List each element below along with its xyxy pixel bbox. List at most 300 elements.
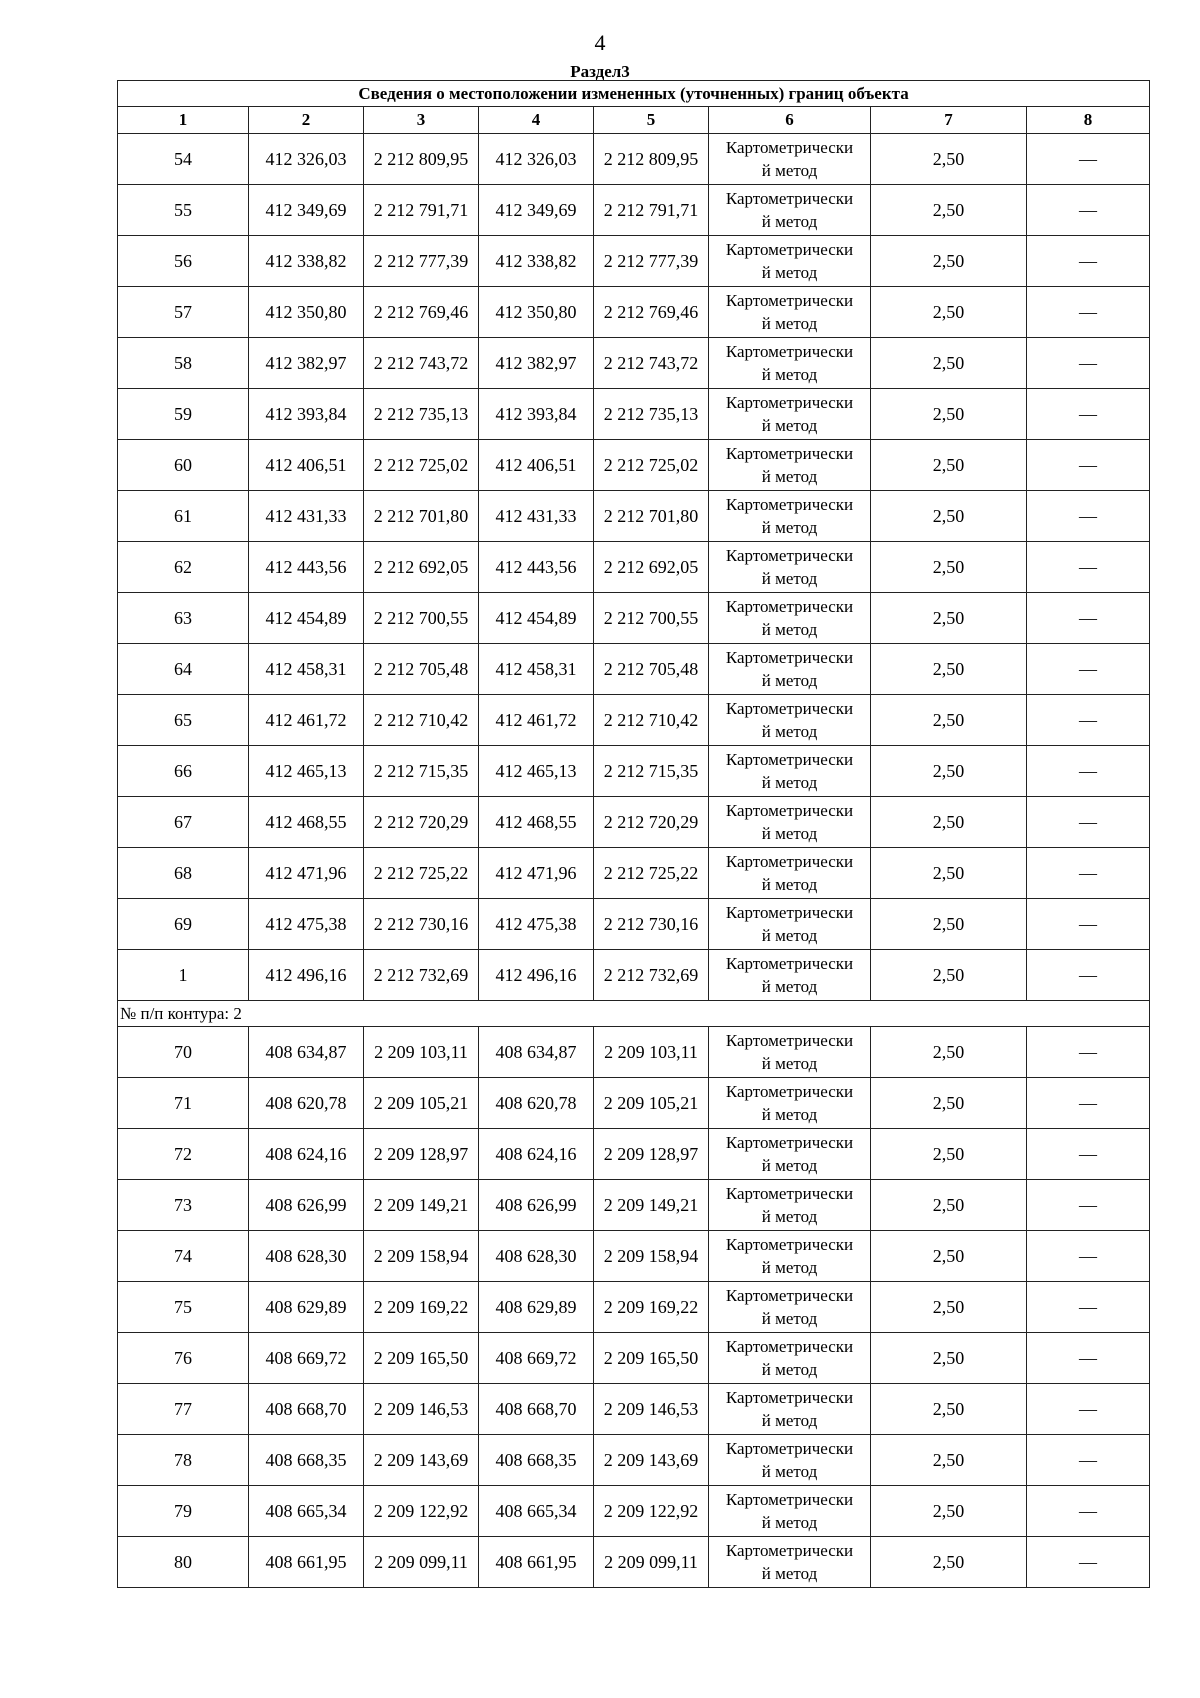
method-label-line2: й метод: [761, 518, 818, 537]
x-old-cell: 408 634,87: [249, 1027, 364, 1078]
accuracy-cell: 2,50: [871, 134, 1027, 185]
method-label-line2: й метод: [761, 824, 818, 843]
x-old-cell: 408 661,95: [249, 1537, 364, 1588]
y-old-cell: 2 212 777,39: [364, 236, 479, 287]
point-number-cell: 69: [118, 899, 249, 950]
description-cell: —: [1027, 491, 1150, 542]
method-label-line1: Картометрически: [725, 444, 854, 463]
method-label-line1: Картометрически: [725, 954, 854, 973]
method-label-line2: й метод: [761, 875, 818, 894]
y-new-cell: 2 212 725,22: [594, 848, 709, 899]
y-old-cell: 2 212 715,35: [364, 746, 479, 797]
y-new-cell: 2 209 143,69: [594, 1435, 709, 1486]
x-old-cell: 412 350,80: [249, 287, 364, 338]
y-old-cell: 2 212 725,22: [364, 848, 479, 899]
method-label-line2: й метод: [761, 1054, 818, 1073]
description-cell: —: [1027, 644, 1150, 695]
x-new-cell: 412 496,16: [479, 950, 594, 1001]
accuracy-cell: 2,50: [871, 797, 1027, 848]
method-cell: [709, 185, 871, 236]
x-old-cell: 412 454,89: [249, 593, 364, 644]
x-old-cell: 408 629,89: [249, 1282, 364, 1333]
x-old-cell: 412 382,97: [249, 338, 364, 389]
table-row: [118, 389, 1150, 440]
description-cell: —: [1027, 1129, 1150, 1180]
point-number-cell: 73: [118, 1180, 249, 1231]
contour-label: № п/п контура: 2: [118, 1001, 1150, 1027]
table-row: [118, 644, 1150, 695]
method-label-line1: Картометрически: [725, 240, 854, 259]
description-cell: —: [1027, 1333, 1150, 1384]
description-cell: —: [1027, 695, 1150, 746]
x-old-cell: 412 461,72: [249, 695, 364, 746]
point-number-cell: 56: [118, 236, 249, 287]
point-number-cell: 1: [118, 950, 249, 1001]
method-label-line2: й метод: [761, 722, 818, 741]
method-cell: [709, 338, 871, 389]
method-cell: [709, 746, 871, 797]
x-new-cell: 412 406,51: [479, 440, 594, 491]
accuracy-cell: 2,50: [871, 848, 1027, 899]
column-header: 3: [364, 107, 479, 134]
method-label-line2: й метод: [761, 773, 818, 792]
method-cell: [709, 389, 871, 440]
y-old-cell: 2 209 122,92: [364, 1486, 479, 1537]
table-row: [118, 899, 1150, 950]
table-row: [118, 338, 1150, 389]
point-number-cell: 59: [118, 389, 249, 440]
point-number-cell: 63: [118, 593, 249, 644]
x-new-cell: 408 628,30: [479, 1231, 594, 1282]
y-old-cell: 2 209 149,21: [364, 1180, 479, 1231]
point-number-cell: 72: [118, 1129, 249, 1180]
accuracy-cell: 2,50: [871, 695, 1027, 746]
y-new-cell: 2 212 725,02: [594, 440, 709, 491]
point-number-cell: 61: [118, 491, 249, 542]
accuracy-cell: 2,50: [871, 185, 1027, 236]
accuracy-cell: 2,50: [871, 1180, 1027, 1231]
x-old-cell: 412 465,13: [249, 746, 364, 797]
method-cell: [709, 1282, 871, 1333]
y-old-cell: 2 212 700,55: [364, 593, 479, 644]
x-new-cell: 412 382,97: [479, 338, 594, 389]
method-cell: [709, 440, 871, 491]
table-row: [118, 797, 1150, 848]
method-label-line2: й метод: [761, 365, 818, 384]
y-old-cell: 2 209 169,22: [364, 1282, 479, 1333]
table-row: [118, 1435, 1150, 1486]
description-cell: —: [1027, 1384, 1150, 1435]
y-new-cell: 2 212 730,16: [594, 899, 709, 950]
accuracy-cell: 2,50: [871, 1129, 1027, 1180]
method-label-line2: й метод: [761, 161, 818, 180]
column-header: 4: [479, 107, 594, 134]
method-label-line2: й метод: [761, 977, 818, 996]
x-new-cell: 412 393,84: [479, 389, 594, 440]
y-old-cell: 2 212 743,72: [364, 338, 479, 389]
method-label-line1: Картометрически: [725, 750, 854, 769]
table-row: [118, 1180, 1150, 1231]
method-label-line2: й метод: [761, 1411, 818, 1430]
contour-label-row: [118, 1001, 1150, 1027]
method-label-line1: Картометрически: [725, 699, 854, 718]
x-old-cell: 412 338,82: [249, 236, 364, 287]
method-label-line1: Картометрически: [725, 1388, 854, 1407]
point-number-cell: 76: [118, 1333, 249, 1384]
y-old-cell: 2 209 105,21: [364, 1078, 479, 1129]
y-old-cell: 2 212 732,69: [364, 950, 479, 1001]
x-old-cell: 412 458,31: [249, 644, 364, 695]
method-cell: [709, 1384, 871, 1435]
method-label-line2: й метод: [761, 1309, 818, 1328]
table-row: [118, 1486, 1150, 1537]
method-cell: [709, 134, 871, 185]
method-cell: [709, 236, 871, 287]
point-number-cell: 67: [118, 797, 249, 848]
method-cell: [709, 950, 871, 1001]
description-cell: —: [1027, 848, 1150, 899]
table-row: [118, 1078, 1150, 1129]
x-old-cell: 408 626,99: [249, 1180, 364, 1231]
method-label-line1: Картометрически: [725, 546, 854, 565]
accuracy-cell: 2,50: [871, 389, 1027, 440]
accuracy-cell: 2,50: [871, 1486, 1027, 1537]
page-number: 4: [594, 30, 606, 55]
method-cell: [709, 1129, 871, 1180]
y-new-cell: 2 209 158,94: [594, 1231, 709, 1282]
y-old-cell: 2 212 725,02: [364, 440, 479, 491]
x-old-cell: 408 668,35: [249, 1435, 364, 1486]
method-cell: [709, 1537, 871, 1588]
point-number-cell: 64: [118, 644, 249, 695]
description-cell: —: [1027, 1231, 1150, 1282]
table-row: [118, 185, 1150, 236]
column-header-row: [118, 107, 1150, 134]
method-cell: [709, 1231, 871, 1282]
table-row: [118, 950, 1150, 1001]
method-cell: [709, 1486, 871, 1537]
section-title: Раздел3: [570, 62, 630, 81]
accuracy-cell: 2,50: [871, 1384, 1027, 1435]
y-old-cell: 2 212 710,42: [364, 695, 479, 746]
y-new-cell: 2 212 720,29: [594, 797, 709, 848]
method-label-line1: Картометрически: [725, 342, 854, 361]
y-new-cell: 2 212 743,72: [594, 338, 709, 389]
method-label-line2: й метод: [761, 212, 818, 231]
accuracy-cell: 2,50: [871, 950, 1027, 1001]
table-row: [118, 848, 1150, 899]
x-new-cell: 408 668,70: [479, 1384, 594, 1435]
y-old-cell: 2 212 735,13: [364, 389, 479, 440]
method-label-line2: й метод: [761, 1156, 818, 1175]
y-new-cell: 2 209 103,11: [594, 1027, 709, 1078]
point-number-cell: 68: [118, 848, 249, 899]
y-old-cell: 2 209 103,11: [364, 1027, 479, 1078]
method-cell: [709, 899, 871, 950]
method-cell: [709, 1333, 871, 1384]
x-old-cell: 408 668,70: [249, 1384, 364, 1435]
x-old-cell: 408 665,34: [249, 1486, 364, 1537]
method-label-line2: й метод: [761, 416, 818, 435]
y-old-cell: 2 209 158,94: [364, 1231, 479, 1282]
method-cell: [709, 287, 871, 338]
description-cell: —: [1027, 134, 1150, 185]
y-new-cell: 2 209 128,97: [594, 1129, 709, 1180]
description-cell: —: [1027, 185, 1150, 236]
method-label-line1: Картометрически: [725, 648, 854, 667]
accuracy-cell: 2,50: [871, 593, 1027, 644]
method-label-line2: й метод: [761, 263, 818, 282]
y-old-cell: 2 212 769,46: [364, 287, 479, 338]
x-new-cell: 408 661,95: [479, 1537, 594, 1588]
x-new-cell: 412 475,38: [479, 899, 594, 950]
point-number-cell: 66: [118, 746, 249, 797]
method-label-line1: Картометрически: [725, 1184, 854, 1203]
y-old-cell: 2 209 146,53: [364, 1384, 479, 1435]
description-cell: —: [1027, 950, 1150, 1001]
table-row: [118, 236, 1150, 287]
description-cell: —: [1027, 440, 1150, 491]
x-old-cell: 412 393,84: [249, 389, 364, 440]
accuracy-cell: 2,50: [871, 491, 1027, 542]
method-cell: [709, 797, 871, 848]
method-label-line2: й метод: [761, 1564, 818, 1583]
y-old-cell: 2 209 128,97: [364, 1129, 479, 1180]
method-label-line1: Картометрически: [725, 597, 854, 616]
x-old-cell: 412 496,16: [249, 950, 364, 1001]
accuracy-cell: 2,50: [871, 542, 1027, 593]
method-label-line1: Картометрически: [725, 852, 854, 871]
table-caption: Сведения о местоположении измененных (уточненных) границ объекта: [118, 81, 1150, 107]
description-cell: —: [1027, 593, 1150, 644]
table-row: [118, 1537, 1150, 1588]
description-cell: —: [1027, 899, 1150, 950]
method-cell: [709, 848, 871, 899]
y-new-cell: 2 209 122,92: [594, 1486, 709, 1537]
point-number-cell: 75: [118, 1282, 249, 1333]
table-row: [118, 491, 1150, 542]
x-new-cell: 412 349,69: [479, 185, 594, 236]
table-row: [118, 287, 1150, 338]
x-new-cell: 412 465,13: [479, 746, 594, 797]
y-new-cell: 2 212 710,42: [594, 695, 709, 746]
description-cell: —: [1027, 1537, 1150, 1588]
method-label-line2: й метод: [761, 1462, 818, 1481]
column-header: 5: [594, 107, 709, 134]
y-new-cell: 2 212 791,71: [594, 185, 709, 236]
x-new-cell: 412 443,56: [479, 542, 594, 593]
x-new-cell: 408 669,72: [479, 1333, 594, 1384]
point-number-cell: 54: [118, 134, 249, 185]
column-header: 8: [1027, 107, 1150, 134]
x-old-cell: 408 669,72: [249, 1333, 364, 1384]
method-label-line2: й метод: [761, 1360, 818, 1379]
y-old-cell: 2 212 809,95: [364, 134, 479, 185]
y-new-cell: 2 212 701,80: [594, 491, 709, 542]
column-header: 1: [118, 107, 249, 134]
method-label-line1: Картометрически: [725, 1541, 854, 1560]
method-cell: [709, 593, 871, 644]
method-cell: [709, 1078, 871, 1129]
x-new-cell: 412 458,31: [479, 644, 594, 695]
point-number-cell: 80: [118, 1537, 249, 1588]
y-old-cell: 2 212 720,29: [364, 797, 479, 848]
column-header: 2: [249, 107, 364, 134]
point-number-cell: 55: [118, 185, 249, 236]
y-new-cell: 2 212 700,55: [594, 593, 709, 644]
method-label-line2: й метод: [761, 1105, 818, 1124]
accuracy-cell: 2,50: [871, 899, 1027, 950]
method-cell: [709, 1435, 871, 1486]
description-cell: —: [1027, 1486, 1150, 1537]
table-caption-row: [118, 81, 1150, 107]
y-new-cell: 2 212 705,48: [594, 644, 709, 695]
column-header: 7: [871, 107, 1027, 134]
description-cell: —: [1027, 1435, 1150, 1486]
x-new-cell: 412 454,89: [479, 593, 594, 644]
accuracy-cell: 2,50: [871, 746, 1027, 797]
table-row: [118, 1384, 1150, 1435]
x-new-cell: 408 624,16: [479, 1129, 594, 1180]
accuracy-cell: 2,50: [871, 440, 1027, 491]
description-cell: —: [1027, 287, 1150, 338]
method-cell: [709, 695, 871, 746]
accuracy-cell: 2,50: [871, 1027, 1027, 1078]
x-new-cell: 412 471,96: [479, 848, 594, 899]
x-new-cell: 408 629,89: [479, 1282, 594, 1333]
method-label-line1: Картометрически: [725, 903, 854, 922]
x-new-cell: 412 350,80: [479, 287, 594, 338]
description-cell: —: [1027, 746, 1150, 797]
x-old-cell: 412 475,38: [249, 899, 364, 950]
x-new-cell: 412 431,33: [479, 491, 594, 542]
description-cell: —: [1027, 236, 1150, 287]
method-label-line2: й метод: [761, 1513, 818, 1532]
point-number-cell: 57: [118, 287, 249, 338]
y-new-cell: 2 209 149,21: [594, 1180, 709, 1231]
accuracy-cell: 2,50: [871, 1078, 1027, 1129]
method-label-line1: Картометрически: [725, 495, 854, 514]
description-cell: —: [1027, 542, 1150, 593]
y-new-cell: 2 209 169,22: [594, 1282, 709, 1333]
y-new-cell: 2 209 099,11: [594, 1537, 709, 1588]
point-number-cell: 58: [118, 338, 249, 389]
description-cell: —: [1027, 1027, 1150, 1078]
x-new-cell: 408 665,34: [479, 1486, 594, 1537]
method-label-line1: Картометрически: [725, 801, 854, 820]
y-new-cell: 2 212 735,13: [594, 389, 709, 440]
x-old-cell: 412 349,69: [249, 185, 364, 236]
method-cell: [709, 542, 871, 593]
description-cell: —: [1027, 1282, 1150, 1333]
table-row: [118, 1231, 1150, 1282]
method-label-line2: й метод: [761, 1207, 818, 1226]
method-label-line1: Картометрически: [725, 1082, 854, 1101]
table-row: [118, 1027, 1150, 1078]
method-label-line2: й метод: [761, 620, 818, 639]
y-new-cell: 2 209 165,50: [594, 1333, 709, 1384]
point-number-cell: 60: [118, 440, 249, 491]
y-new-cell: 2 212 692,05: [594, 542, 709, 593]
accuracy-cell: 2,50: [871, 1537, 1027, 1588]
method-label-line1: Картометрически: [725, 1439, 854, 1458]
x-new-cell: 412 461,72: [479, 695, 594, 746]
column-header: 6: [709, 107, 871, 134]
method-cell: [709, 1180, 871, 1231]
method-cell: [709, 1027, 871, 1078]
y-old-cell: 2 212 791,71: [364, 185, 479, 236]
x-new-cell: 408 626,99: [479, 1180, 594, 1231]
y-old-cell: 2 212 701,80: [364, 491, 479, 542]
table-row: [118, 1333, 1150, 1384]
method-label-line2: й метод: [761, 671, 818, 690]
y-new-cell: 2 212 769,46: [594, 287, 709, 338]
table-row: [118, 695, 1150, 746]
method-label-line1: Картометрически: [725, 1133, 854, 1152]
accuracy-cell: 2,50: [871, 338, 1027, 389]
point-number-cell: 78: [118, 1435, 249, 1486]
accuracy-cell: 2,50: [871, 1435, 1027, 1486]
point-number-cell: 70: [118, 1027, 249, 1078]
accuracy-cell: 2,50: [871, 1282, 1027, 1333]
method-label-line2: й метод: [761, 467, 818, 486]
y-new-cell: 2 209 146,53: [594, 1384, 709, 1435]
point-number-cell: 77: [118, 1384, 249, 1435]
x-new-cell: 408 668,35: [479, 1435, 594, 1486]
method-cell: [709, 491, 871, 542]
x-new-cell: 412 338,82: [479, 236, 594, 287]
table-row: [118, 1129, 1150, 1180]
accuracy-cell: 2,50: [871, 1333, 1027, 1384]
x-new-cell: 412 326,03: [479, 134, 594, 185]
table-row: [118, 542, 1150, 593]
x-old-cell: 408 620,78: [249, 1078, 364, 1129]
accuracy-cell: 2,50: [871, 236, 1027, 287]
accuracy-cell: 2,50: [871, 287, 1027, 338]
method-label-line1: Картометрически: [725, 138, 854, 157]
accuracy-cell: 2,50: [871, 1231, 1027, 1282]
point-number-cell: 79: [118, 1486, 249, 1537]
y-new-cell: 2 212 809,95: [594, 134, 709, 185]
y-new-cell: 2 212 715,35: [594, 746, 709, 797]
y-old-cell: 2 212 705,48: [364, 644, 479, 695]
x-new-cell: 408 634,87: [479, 1027, 594, 1078]
method-label-line2: й метод: [761, 569, 818, 588]
x-old-cell: 412 406,51: [249, 440, 364, 491]
description-cell: —: [1027, 1078, 1150, 1129]
method-label-line2: й метод: [761, 314, 818, 333]
table-row: [118, 134, 1150, 185]
y-new-cell: 2 209 105,21: [594, 1078, 709, 1129]
point-number-cell: 62: [118, 542, 249, 593]
method-label-line1: Картометрически: [725, 1286, 854, 1305]
y-new-cell: 2 212 777,39: [594, 236, 709, 287]
x-old-cell: 408 628,30: [249, 1231, 364, 1282]
x-new-cell: 408 620,78: [479, 1078, 594, 1129]
method-label-line1: Картометрически: [725, 1235, 854, 1254]
x-old-cell: 412 471,96: [249, 848, 364, 899]
point-number-cell: 65: [118, 695, 249, 746]
y-old-cell: 2 212 730,16: [364, 899, 479, 950]
method-label-line1: Картометрически: [725, 1031, 854, 1050]
method-label-line1: Картометрически: [725, 1337, 854, 1356]
point-number-cell: 71: [118, 1078, 249, 1129]
x-old-cell: 408 624,16: [249, 1129, 364, 1180]
method-label-line1: Картометрически: [725, 189, 854, 208]
y-old-cell: 2 209 099,11: [364, 1537, 479, 1588]
method-label-line1: Картометрически: [725, 1490, 854, 1509]
method-label-line1: Картометрически: [725, 393, 854, 412]
